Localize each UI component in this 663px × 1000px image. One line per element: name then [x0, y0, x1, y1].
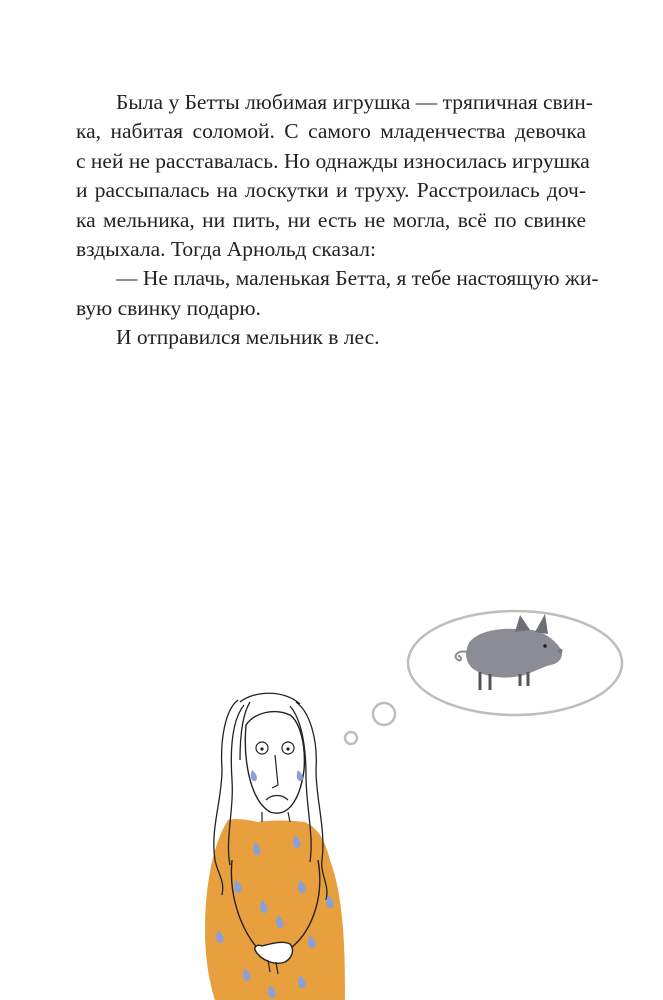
story-line: вздыхала. Тогда Арнольд сказал:: [76, 236, 376, 261]
story-line: ка, набитая соломой. С самого младенчества девочка: [76, 119, 586, 144]
story-line: вую свинку подарю.: [76, 295, 261, 320]
girl-dress: [205, 819, 345, 1000]
story-line: ка мельника, ни пить, ни есть не могла, всё по свинке: [76, 207, 586, 232]
story-line: с ней не расставалась. Но однажды износилась игрушка: [76, 148, 590, 173]
story-line: — Не плачь, маленькая Бетта, я тебе настоящую жи-: [116, 266, 599, 291]
story-line: И отправился мельник в лес.: [116, 325, 380, 350]
thought-bubble: [345, 611, 622, 744]
girl-face: [245, 712, 304, 822]
crying-girl-illustration: [0, 560, 663, 1000]
thought-bubble-dot: [373, 703, 395, 725]
story-text: [76, 88, 599, 353]
story-line: Была у Бетты любимая игрушка — тряпичная свин-: [116, 90, 593, 114]
thought-bubble-dot: [345, 732, 357, 744]
story-line: и рассыпалась на лоскутки и труху. Расстроилась доч-: [76, 178, 586, 203]
